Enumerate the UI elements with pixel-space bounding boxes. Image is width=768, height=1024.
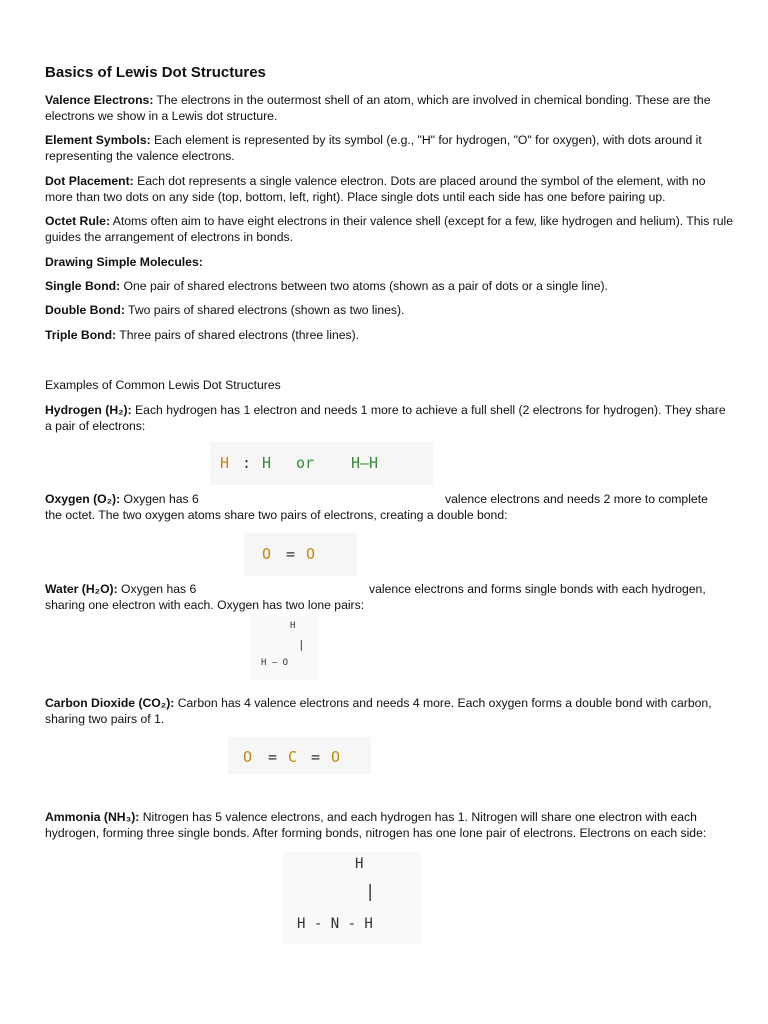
- ammonia-structure: [283, 852, 421, 944]
- bond-line: |: [298, 638, 305, 651]
- co2-paragraph: [45, 695, 735, 727]
- def-element-symbols: [45, 132, 735, 164]
- def-term: Single Bond:: [45, 279, 121, 293]
- co2-term: Carbon Dioxide (CO₂):: [45, 696, 175, 710]
- def-term: Dot Placement:: [45, 174, 134, 188]
- page-title: Basics of Lewis Dot Structures: [45, 64, 266, 81]
- water-text-b: valence electrons and forms single bonds with each hydrogen,: [369, 582, 706, 596]
- atom-o: O: [331, 748, 341, 766]
- ammonia-paragraph: [45, 809, 735, 841]
- double-bond: =: [286, 545, 296, 563]
- def-text: Two pairs of shared electrons (shown as two lines).: [124, 303, 405, 317]
- def-term: Valence Electrons:: [45, 93, 154, 107]
- def-text: The electrons in the outermost shell of an atom, which are involved in chemical bonding. These are the electrons we show in a Lewis dot structure.: [45, 93, 711, 123]
- def-term: Triple Bond:: [45, 328, 117, 342]
- atom-o: O: [262, 545, 272, 563]
- ammonia-term: Ammonia (NH₃):: [45, 810, 140, 824]
- double-bond: =: [311, 748, 321, 766]
- def-term: Octet Rule:: [45, 214, 111, 228]
- water-text-c: sharing one electron with each. Oxygen has two lone pairs:: [45, 598, 365, 612]
- drawing-heading: [45, 254, 735, 270]
- atom-h: H: [355, 856, 364, 872]
- def-double-bond: [45, 302, 735, 318]
- def-triple-bond: [45, 327, 735, 343]
- bond-line: |: [365, 882, 376, 902]
- atom-h: H: [290, 621, 296, 631]
- def-dot-placement: [45, 173, 735, 205]
- co2-text: Carbon has 4 valence electrons and needs 4 more. Each oxygen forms a double bond with carbon, sharing two pairs of 1.: [45, 696, 712, 726]
- drawing-heading-text: Drawing Simple Molecules:: [45, 255, 203, 269]
- hydrogen-structure: [210, 442, 433, 485]
- def-valence-electrons: [45, 92, 735, 124]
- oxygen-text-a: Oxygen has 6: [120, 492, 199, 506]
- examples-heading: Examples of Common Lewis Dot Structures: [45, 378, 281, 392]
- def-single-bond: [45, 278, 735, 294]
- hydrogen-paragraph: [45, 402, 735, 434]
- electron-pair: :: [242, 454, 252, 472]
- h-o-bond: H — O: [261, 658, 289, 668]
- def-text: Each element is represented by its symbol (e.g., "H" for hydrogen, "O" for oxygen), with dots around it representing the valence electrons.: [45, 133, 702, 163]
- co2-structure: [228, 737, 371, 774]
- def-term: Double Bond:: [45, 303, 125, 317]
- atom-c: C: [288, 748, 298, 766]
- oxygen-text-c: the octet. The two oxygen atoms share two pairs of electrons, creating a double bond:: [45, 508, 508, 522]
- def-text: Atoms often aim to have eight electrons in their valence shell (except for a few, like hydrogen and helium). This rule guides the arrangement of electrons in bonds.: [45, 214, 734, 244]
- ammonia-text: Nitrogen has 5 valence electrons, and each hydrogen has 1. Nitrogen will share one electron with each hydrogen, forming three single bonds. After forming bonds, nitrogen has one lone pair of electrons. Electrons on each side:: [45, 810, 707, 840]
- atom-o: O: [306, 545, 316, 563]
- oxygen-structure: [244, 533, 357, 576]
- water-structure: [251, 616, 319, 680]
- hydrogen-text: Each hydrogen has 1 electron and needs 1 more to achieve a full shell (2 electrons for hydrogen). They share a pair of electrons:: [45, 403, 726, 433]
- h-n-h-bonds: H - N - H: [297, 916, 373, 932]
- def-text: Three pairs of shared electrons (three lines).: [116, 328, 360, 342]
- double-bond: =: [268, 748, 278, 766]
- atom-h: H: [262, 454, 272, 472]
- def-term: Element Symbols:: [45, 133, 151, 147]
- oxygen-term: Oxygen (O₂):: [45, 492, 121, 506]
- water-text-a: Oxygen has 6: [117, 582, 197, 596]
- def-octet-rule: [45, 213, 735, 245]
- hydrogen-term: Hydrogen (H₂):: [45, 403, 132, 417]
- or-word: or: [296, 454, 315, 472]
- water-term: Water (H₂O):: [45, 582, 118, 596]
- oxygen-text-b: valence electrons and needs 2 more to complete: [445, 492, 708, 506]
- atom-h: H: [220, 454, 230, 472]
- atom-o: O: [243, 748, 253, 766]
- h-h-bond: H—H: [351, 454, 379, 472]
- def-text: One pair of shared electrons between two atoms (shown as a pair of dots or a single line).: [120, 279, 608, 293]
- def-text: Each dot represents a single valence electron. Dots are placed around the symbol of the element, with no more than two dots on any side (top, bottom, left, right). Place single dots until each side has one before pairing up.: [45, 174, 706, 204]
